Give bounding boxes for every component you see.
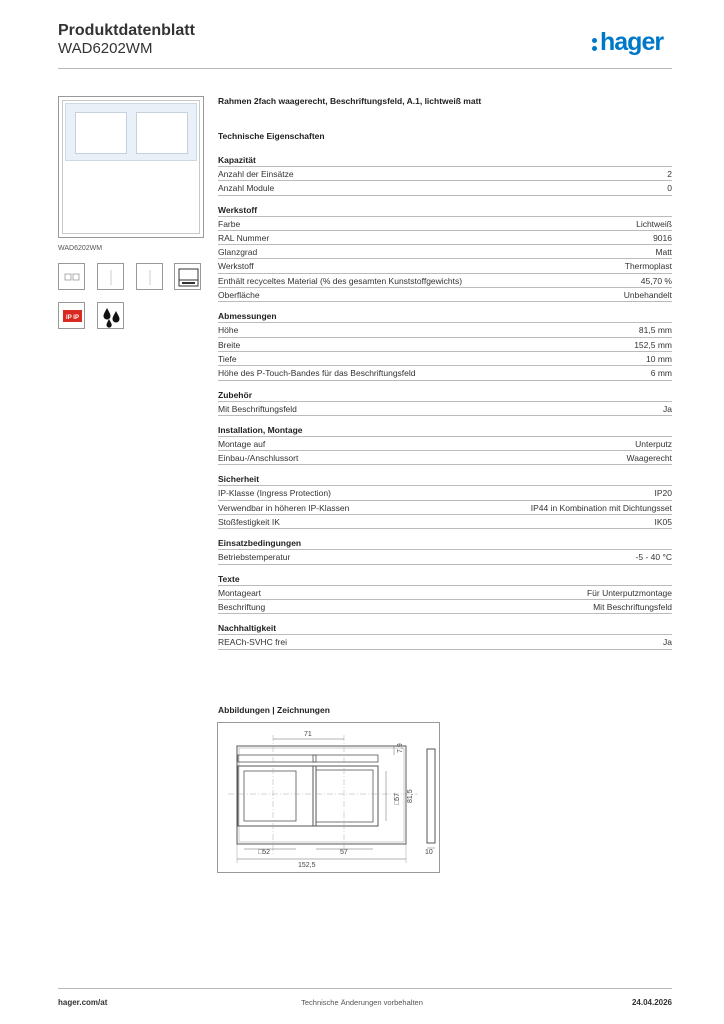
- hager-logo: [592, 27, 663, 57]
- spec-value: Matt: [655, 247, 672, 258]
- spec-value: Unterputz: [635, 438, 672, 449]
- dim-7-9-label: 7,9: [397, 743, 404, 753]
- spec-label: Enthält recyceltes Material (% des gesamten Kunststoffgewichts): [218, 275, 463, 286]
- spec-label: Anzahl der Einsätze: [218, 169, 294, 179]
- spec-value: IK05: [654, 517, 672, 528]
- spec-value: 9016: [653, 232, 672, 243]
- dim-57-horizontal-label: 57: [340, 849, 348, 856]
- spec-label: Montageart: [218, 587, 261, 598]
- spec-row: [218, 501, 672, 515]
- spec-label: Verwendbar in höheren IP-Klassen: [218, 502, 350, 513]
- product-image: [65, 103, 197, 161]
- product-description: Rahmen 2fach waagerecht, Beschriftungsfeld, A.1, lichtweiß matt: [218, 96, 482, 106]
- spec-row: [218, 486, 672, 500]
- specs-table: [218, 154, 672, 658]
- spec-label: IP-Klasse (Ingress Protection): [218, 488, 331, 499]
- drawings-heading: Abbildungen | Zeichnungen: [218, 705, 330, 715]
- spec-value: 81,5 mm: [638, 325, 672, 336]
- spec-row: [218, 600, 672, 614]
- spec-row: [218, 323, 672, 337]
- spec-section-title: Sicherheit: [218, 473, 672, 486]
- spec-value: 6 mm: [650, 368, 672, 379]
- spec-value: Thermoplast: [624, 261, 672, 272]
- logo-wordmark: hager: [600, 27, 664, 56]
- spec-row: [218, 217, 672, 231]
- footer-notice: Technische Änderungen vorbehalten: [301, 998, 423, 1007]
- spec-value: 45,70 %: [640, 275, 672, 286]
- spec-value: Unbehandelt: [623, 290, 672, 301]
- spec-row: [218, 635, 672, 649]
- spec-label: Anzahl Module: [218, 183, 275, 194]
- footer-website-link[interactable]: hager.com/at: [58, 998, 108, 1007]
- dim-71-label: 71: [304, 731, 312, 738]
- spec-section-title: Zubehör: [218, 389, 672, 402]
- spec-section-title: Nachhaltigkeit: [218, 622, 672, 635]
- spec-row: [218, 181, 672, 195]
- spec-value: 2: [667, 169, 672, 179]
- spec-value: Waagerecht: [626, 453, 672, 464]
- spec-value: IP20: [654, 488, 672, 499]
- spec-section-title: Kapazität: [218, 154, 672, 167]
- spec-row: [218, 352, 672, 366]
- spec-row: [218, 402, 672, 416]
- spec-row: [218, 274, 672, 288]
- spec-row: [218, 366, 672, 380]
- spec-row: [218, 451, 672, 465]
- spec-section: [218, 424, 672, 466]
- thumbnail-side[interactable]: [97, 263, 124, 290]
- product-model: WAD6202WM: [58, 40, 153, 57]
- spec-label: Einbau-/Anschlussort: [218, 453, 299, 464]
- thumbnail-drawing[interactable]: [174, 263, 201, 290]
- footer-divider: [58, 988, 672, 989]
- thumbnail-front[interactable]: [58, 263, 85, 290]
- dim-10-label: 10: [425, 849, 433, 856]
- spec-value: 152,5 mm: [634, 339, 672, 350]
- spec-value: Ja: [663, 637, 672, 648]
- spec-value: -5 - 40 °C: [635, 552, 672, 563]
- spec-value: Für Unterputzmontage: [586, 587, 672, 598]
- spec-label: RAL Nummer: [218, 232, 270, 243]
- spec-row: [218, 338, 672, 352]
- spec-label: Tiefe: [218, 353, 237, 364]
- spec-section-title: Installation, Montage: [218, 424, 672, 437]
- spec-section: [218, 310, 672, 380]
- tech-properties-heading: Technische Eigenschaften: [218, 131, 325, 141]
- logo-colon-icon: [592, 31, 598, 53]
- dim-52-label: □52: [258, 849, 271, 856]
- svg-text:IP IP: IP IP: [66, 314, 79, 321]
- image-caption: WAD6202WM: [58, 245, 103, 252]
- header-divider: [58, 68, 672, 69]
- spec-section-title: Einsatzbedingungen: [218, 537, 672, 550]
- ip-rating-icon: [58, 302, 85, 329]
- spec-label: Stoßfestigkeit IK: [218, 517, 280, 528]
- spec-label: Oberfläche: [218, 290, 260, 301]
- spec-section-title: Werkstoff: [218, 204, 672, 217]
- spec-value: Lichtweiß: [636, 218, 672, 229]
- spec-row: [218, 259, 672, 273]
- spec-label: Betriebstemperatur: [218, 552, 291, 563]
- spec-row: [218, 231, 672, 245]
- spec-section-title: Texte: [218, 573, 672, 586]
- product-image-frame: [58, 96, 204, 238]
- spec-row: [218, 288, 672, 302]
- dim-81-5-label: 81,5: [407, 789, 414, 803]
- spec-row: [218, 515, 672, 529]
- spec-row: [218, 586, 672, 600]
- spec-row: [218, 437, 672, 451]
- spec-label: Mit Beschriftungsfeld: [218, 403, 297, 414]
- spec-label: Glanzgrad: [218, 247, 258, 258]
- footer-date: 24.04.2026: [631, 998, 672, 1007]
- spec-label: Montage auf: [218, 438, 266, 449]
- thumbnail-back[interactable]: [136, 263, 163, 290]
- spec-label: Breite: [218, 339, 241, 350]
- water-drops-icon: [97, 302, 124, 329]
- spec-row: [218, 550, 672, 564]
- spec-label: Höhe: [218, 325, 239, 336]
- spec-label: Werkstoff: [218, 261, 254, 272]
- spec-section-title: Abmessungen: [218, 310, 672, 323]
- spec-row: [218, 167, 672, 181]
- spec-label: REACh-SVHC frei: [218, 637, 287, 648]
- spec-section: [218, 537, 672, 564]
- spec-row: [218, 245, 672, 259]
- spec-section: [218, 154, 672, 196]
- spec-section: [218, 473, 672, 529]
- spec-section: [218, 622, 672, 649]
- spec-value: IP44 in Kombination mit Dichtungsset: [530, 502, 672, 513]
- dim-152-5-label: 152,5: [298, 862, 316, 869]
- spec-value: 0: [667, 183, 672, 194]
- spec-label: Beschriftung: [218, 601, 266, 612]
- spec-label: Höhe des P-Touch-Bandes für das Beschriftungsfeld: [218, 368, 416, 379]
- spec-section: [218, 573, 672, 615]
- spec-value: Mit Beschriftungsfeld: [593, 601, 672, 612]
- dim-57-vertical-label: □57: [394, 792, 401, 805]
- spec-section: [218, 389, 672, 416]
- dimension-drawing: [217, 722, 440, 873]
- spec-value: 10 mm: [646, 353, 672, 364]
- spec-label: Farbe: [218, 218, 241, 229]
- spec-value: Ja: [663, 403, 672, 414]
- spec-section: [218, 204, 672, 303]
- page-title: Produktdatenblatt: [58, 22, 195, 39]
